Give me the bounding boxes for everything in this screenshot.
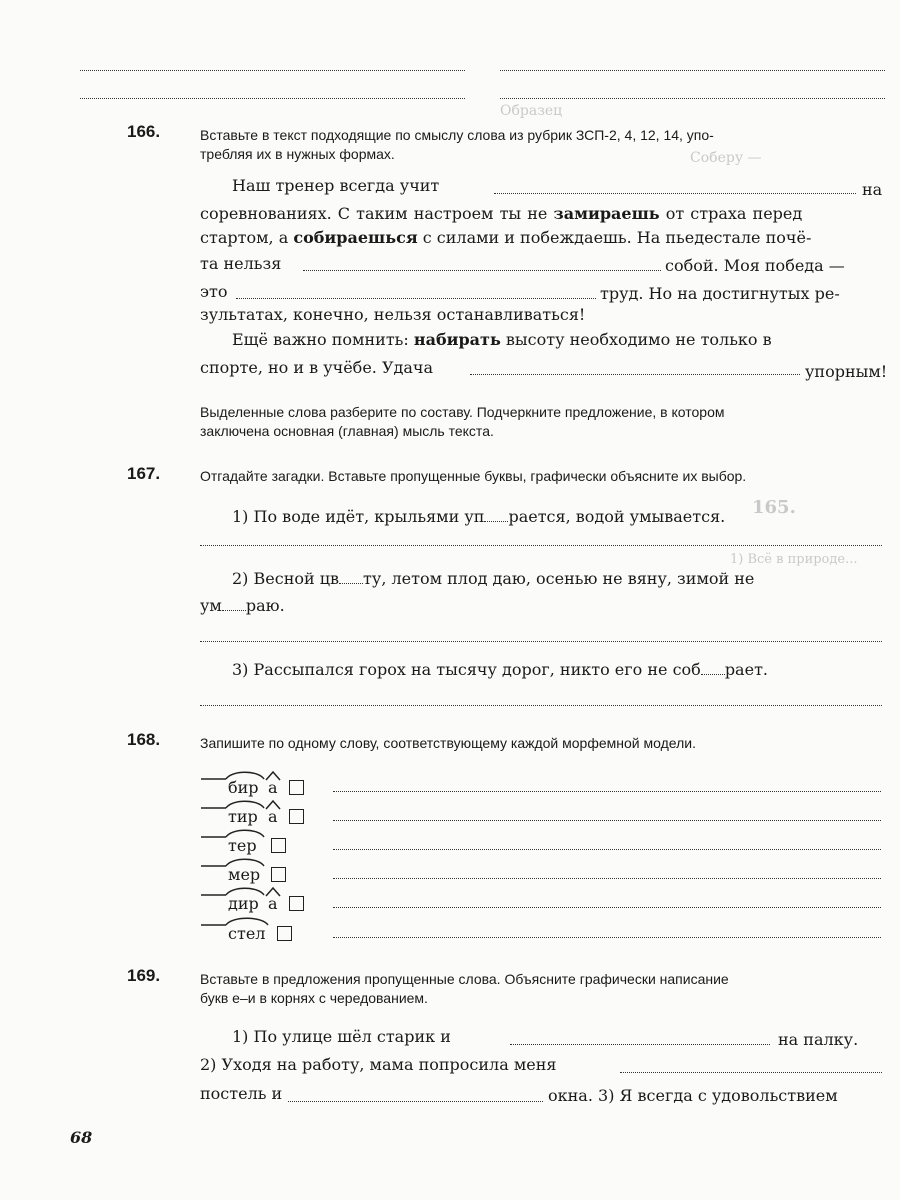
- ending-box: [289, 780, 304, 795]
- highlighted-word: замираешь: [553, 204, 660, 223]
- text-line: упорным!: [805, 362, 888, 381]
- answer-line[interactable]: [200, 705, 882, 706]
- sentence-line: постель и: [200, 1084, 283, 1103]
- text-line: соревнованиях. С таким настроем ты не замираешь от страха перед: [200, 204, 803, 223]
- blank-field[interactable]: [470, 374, 800, 375]
- text-line: та нельзя: [200, 254, 282, 273]
- text-line: зультатах, конечно, нельзя останавливаться!: [200, 305, 586, 324]
- morpheme-model-row: тир а: [200, 799, 320, 829]
- text-line: на: [862, 180, 883, 199]
- ending-box: [271, 867, 286, 882]
- blank-field[interactable]: [620, 1072, 882, 1073]
- answer-line[interactable]: [500, 70, 885, 71]
- show-through-text: Образец: [500, 103, 563, 119]
- exercise-169-number: 169.: [127, 966, 161, 985]
- blank-field[interactable]: [288, 1101, 543, 1102]
- answer-line[interactable]: [333, 907, 881, 908]
- exercise-166-instruction: Вставьте в текст подходящие по смыслу слова из рубрик ЗСП-2, 4, 12, 14, упо- требляя их в нужных формах.: [200, 127, 714, 162]
- letter-blank[interactable]: [222, 610, 246, 611]
- answer-line[interactable]: [200, 545, 882, 546]
- answer-line[interactable]: [333, 849, 881, 850]
- exercise-166-task: Выделенные слова разберите по составу. Подчеркните предложение, в котором заключена основная (главная) мысль текста.: [200, 404, 725, 439]
- text-line: это: [200, 282, 228, 301]
- blank-field[interactable]: [494, 193, 856, 194]
- ending-box: [271, 838, 286, 853]
- show-through-text: 165.: [752, 497, 796, 518]
- answer-line[interactable]: [333, 937, 881, 938]
- exercise-166-number: 166.: [127, 122, 161, 141]
- text-line: труд. Но на достигнутых ре-: [600, 284, 840, 303]
- text-line: Ещё важно помнить: набирать высоту необходимо не только в: [232, 330, 772, 349]
- answer-line[interactable]: [80, 98, 465, 99]
- exercise-168-instruction: Запишите по одному слову, соответствующему каждой морфемной модели.: [200, 735, 696, 751]
- letter-blank[interactable]: [339, 583, 363, 584]
- morpheme-model-row: тер: [200, 828, 320, 858]
- sentence-line: окна. 3) Я всегда с удовольствием: [548, 1086, 838, 1105]
- text-line: спорте, но и в учёбе. Удача: [200, 358, 434, 377]
- ending-box: [277, 926, 292, 941]
- highlighted-word: собираешься: [293, 228, 418, 247]
- answer-line[interactable]: [80, 70, 465, 71]
- morpheme-model-row: дир а: [200, 886, 320, 916]
- exercise-167-instruction: Отгадайте загадки. Вставьте пропущенные буквы, графически объясните их выбор.: [200, 468, 747, 484]
- text-line: собой. Моя победа —: [665, 256, 845, 275]
- answer-line[interactable]: [500, 98, 885, 99]
- answer-line[interactable]: [333, 791, 881, 792]
- morpheme-marks: [200, 828, 320, 858]
- blank-field[interactable]: [236, 298, 596, 299]
- exercise-169-instruction: Вставьте в предложения пропущенные слова. Объясните графически написание букв е–и в корнях с чередованием.: [200, 971, 729, 1006]
- show-through-text: Соберу —: [690, 150, 762, 166]
- highlighted-word: набирать: [413, 330, 501, 349]
- show-through-text: 1) Всё в природе...: [730, 552, 858, 567]
- riddle-line: 3) Рассыпался горох на тысячу дорог, никто его не соб рает.: [232, 660, 768, 679]
- text-line: Наш тренер всегда учит: [232, 176, 440, 195]
- answer-line[interactable]: [333, 878, 881, 879]
- text-line: стартом, а собираешься с силами и побеждаешь. На пьедестале почё-: [200, 228, 812, 247]
- sentence-line: 1) По улице шёл старик и: [232, 1027, 451, 1046]
- sentence-line: на палку.: [778, 1030, 859, 1049]
- letter-blank[interactable]: [701, 674, 725, 675]
- page-number: 68: [70, 1128, 93, 1147]
- riddle-line: ум раю.: [200, 596, 285, 615]
- letter-blank[interactable]: [484, 521, 508, 522]
- blank-field[interactable]: [303, 270, 661, 271]
- morpheme-model-row: мер: [200, 857, 320, 887]
- riddle-line: 1) По воде идёт, крыльями уп рается, водой умывается.: [232, 507, 726, 526]
- sentence-line: 2) Уходя на работу, мама попросила меня: [200, 1055, 557, 1074]
- answer-line[interactable]: [200, 641, 882, 642]
- morpheme-model-row: стел: [200, 916, 320, 946]
- exercise-167-number: 167.: [127, 464, 161, 483]
- ending-box: [289, 809, 304, 824]
- ending-box: [289, 896, 304, 911]
- exercise-168-number: 168.: [127, 730, 161, 749]
- morpheme-model-row: бир а: [200, 770, 320, 800]
- blank-field[interactable]: [510, 1044, 770, 1045]
- riddle-line: 2) Весной цв ту, летом плод даю, осенью не вяну, зимой не: [232, 569, 755, 588]
- answer-line[interactable]: [333, 820, 881, 821]
